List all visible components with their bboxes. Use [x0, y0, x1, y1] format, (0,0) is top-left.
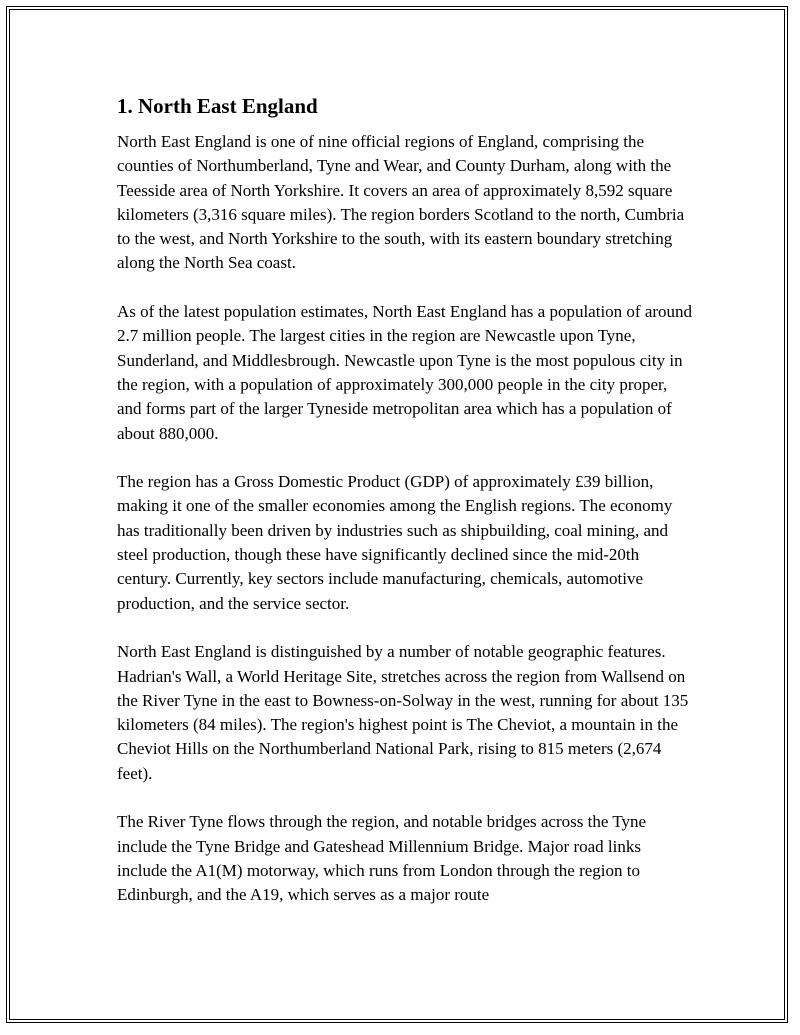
paragraph-transport: The River Tyne flows through the region, and notable bridges across the Tyne include the Tyne Bridge and Gateshead Millennium Bridge. Major road links include the A1(M) motorway, which runs from London through the region to Edinburgh, and the A19, which serves as a major route: [117, 812, 647, 905]
paragraph-geography: North East England is distinguished by a number of notable geographic features. Hadrian's Wall, a World Heritage Site, stretches across the region from Wallsend on the River Tyne in the east to Bowness-on-Solway in the west, running for about 135 kilometers (84 miles). The region's highest point is The Cheviot, a mountain in the Cheviot Hills on the Northumberland National Park, rising to 815 meters (2,674 feet).: [117, 642, 689, 783]
paragraph-population: As of the latest population estimates, North East England has a population of around 2.7 million people. The largest cities in the region are Newcastle upon Tyne, Sunderland, and Middlesbrough. Newcastle upon Tyne is the most populous city in the region, with a population of approximately 300,000 people in the city proper, and forms part of the larger Tyneside metropolitan area which has a population of about 880,000.: [117, 302, 693, 443]
document-body: [117, 93, 693, 932]
section-heading: 1. North East England: [117, 94, 318, 118]
paragraph-overview: North East England is one of nine official regions of England, comprising the counties of Northumberland, Tyne and Wear, and County Durham, along with the Teesside area of North Yorkshire. It covers an area of approximately 8,592 square kilometers (3,316 square miles). The region borders Scotland to the north, Cumbria to the west, and North Yorkshire to the south, with its eastern boundary stretching along the North Sea coast.: [117, 132, 685, 273]
paragraph-economy: The region has a Gross Domestic Product (GDP) of approximately £39 billion, making it one of the smaller economies among the English regions. The economy has traditionally been driven by industries such as shipbuilding, coal mining, and steel production, though these have significantly declined since the mid-20th century. Currently, key sectors include manufacturing, chemicals, automotive production, and the service sector.: [117, 472, 673, 613]
